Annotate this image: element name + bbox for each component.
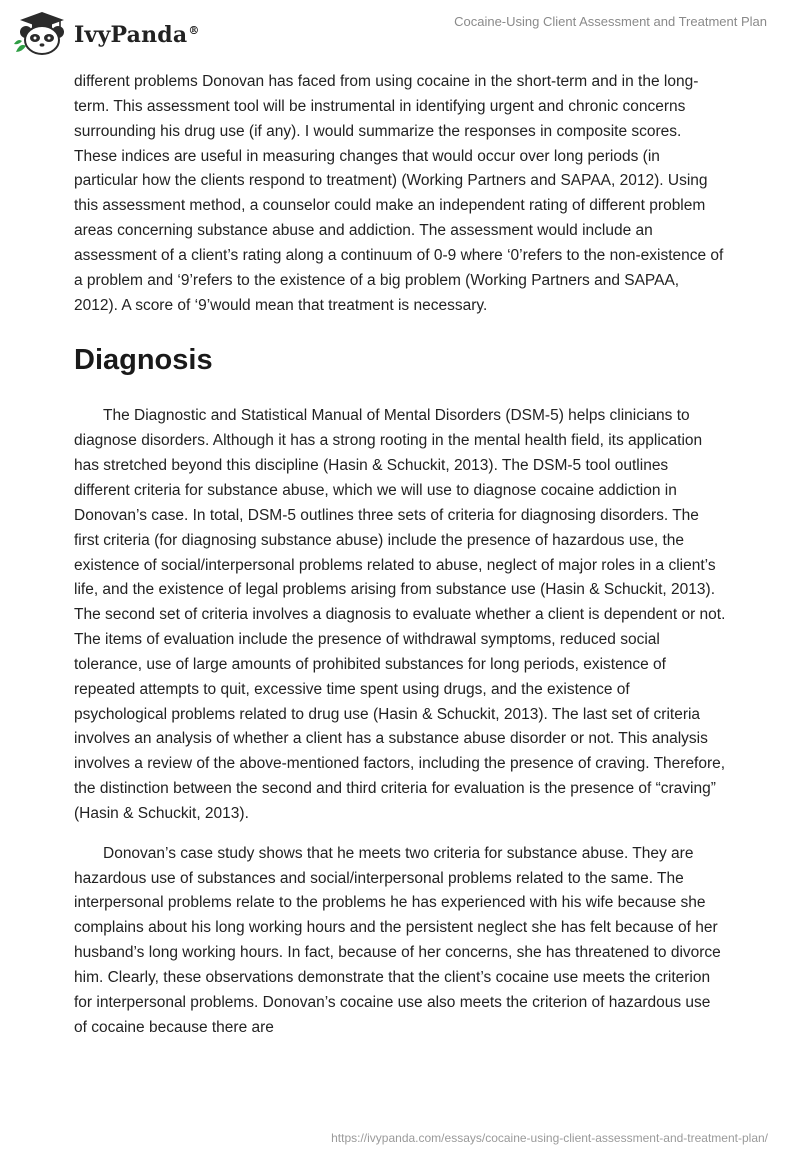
paragraph-assessment: different problems Donovan has faced from using cocaine in the short-term and in the long-term. This assessment tool will be instrumental in identifying urgent and chronic concerns surrounding his drug use (if any). I would summarize the responses in composite scores. These indices are useful in measuring changes that would occur over long periods (in particular how the clients respond to treatment) (Working Partners and SAPAA, 2012). Using this assessment method, a counselor could make an independent rating of different problem areas concerning substance abuse and addiction. The assessment would include an assessment of a client’s rating along a continuum of 0-9 where ‘0’refers to the non-existence of a problem and ‘9’refers to the existence of a big problem (Working Partners and SAPAA, 2012). A score of ‘9’would mean that treatment is necessary. bbox=[74, 73, 724, 314]
panda-mascot-icon bbox=[12, 8, 70, 58]
section-heading-diagnosis: Diagnosis bbox=[74, 344, 213, 377]
essay-content bbox=[74, 70, 726, 1041]
document-title: Cocaine-Using Client Assessment and Treatment Plan bbox=[454, 14, 767, 29]
paragraph-dsm5: The Diagnostic and Statistical Manual of Mental Disorders (DSM-5) helps clinicians to diagnose disorders. Although it has a strong rooting in the mental health field, its application has stretched beyond this discipline (Hasin & Schuckit, 2013). The DSM-5 tool outlines different criteria for substance abuse, which we will use to diagnose cocaine addiction in Donovan’s case. In total, DSM-5 outlines three sets of criteria for diagnosing disorders. The first criteria (for diagnosing substance abuse) include the presence of hazardous use, the existence of social/interpersonal problems related to abuse, neglect of major roles in a client’s life, and the existence of legal problems arising from substance use (Hasin & Schuckit, 2013). The second set of criteria involves a diagnosis to evaluate whether a client is dependent or not. The items of evaluation include the presence of withdrawal symptoms, reduced social tolerance, use of large amounts of prohibited substances for long periods, existence of repeated attempts to quit, excessive time spent using drugs, and the existence of psychological problems related to drug use (Hasin & Schuckit, 2013). The last set of criteria involves an analysis of whether a client has a substance abuse disorder or not. This analysis involves a review of the above-mentioned factors, including the presence of craving. Therefore, the distinction between the second and third criteria for evaluation is the presence of “craving” (Hasin & Schuckit, 2013). bbox=[74, 407, 726, 822]
page-header bbox=[0, 0, 800, 64]
brand-name-text: IvyPanda bbox=[74, 22, 188, 48]
footer-source-url[interactable]: https://ivypanda.com/essays/cocaine-using-client-assessment-and-treatment-plan/ bbox=[331, 1131, 768, 1145]
brand-logo[interactable] bbox=[12, 8, 200, 58]
registered-mark: ® bbox=[188, 23, 200, 37]
paragraph-case-study: Donovan’s case study shows that he meets two criteria for substance abuse. They are hazardous use of substances and social/interpersonal problems related to the same. The interpersonal problems relate to the problems he has experienced with his wife because she complains about his long working hours and the persistent neglect she has felt because of her husband’s long working hours. In fact, because of her concerns, she has threatened to divorce him. Clearly, these observations demonstrate that the client’s cocaine use meets the criterion for interpersonal problems. Donovan’s cocaine use also meets the criterion of hazardous use of cocaine because there are bbox=[74, 844, 721, 1036]
brand-name bbox=[74, 22, 200, 48]
